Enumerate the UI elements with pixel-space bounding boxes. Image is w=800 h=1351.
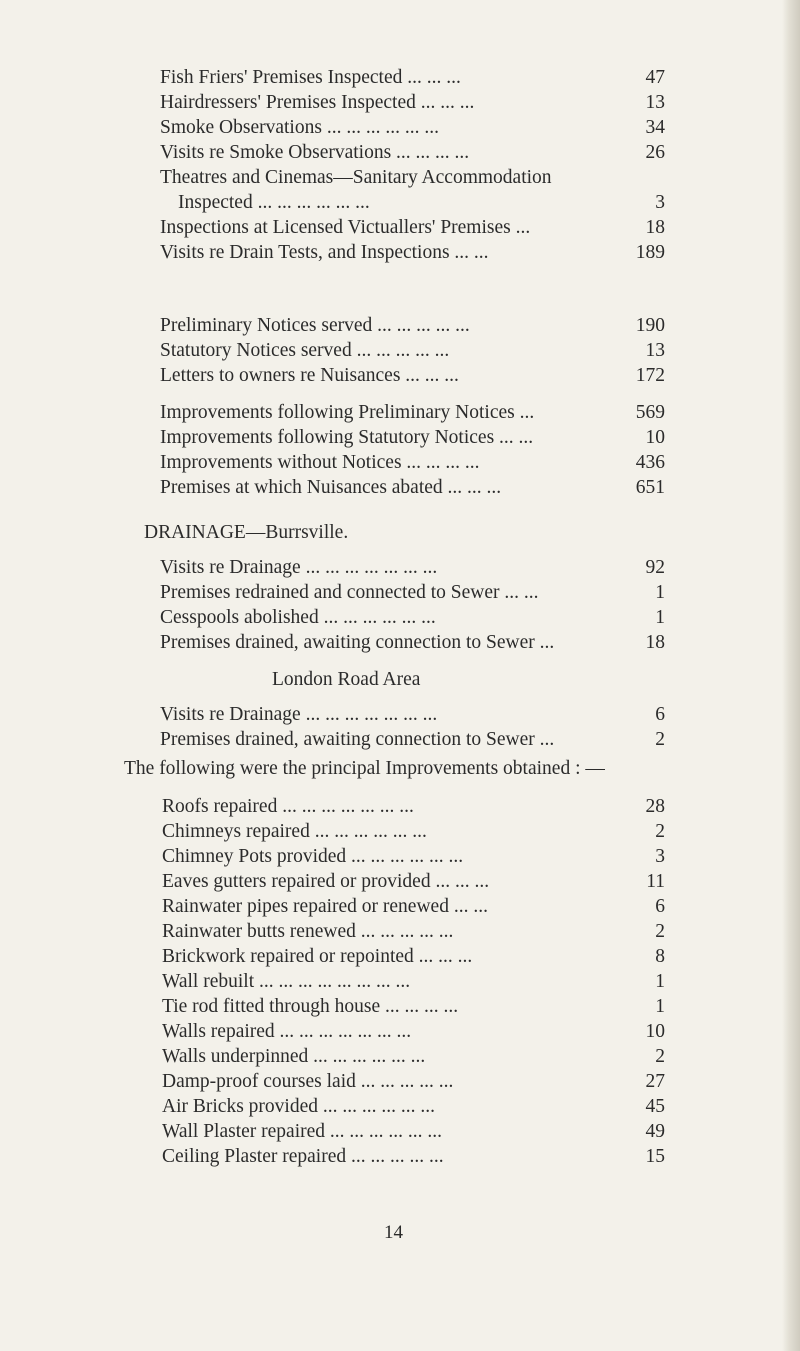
row-value: 1: [655, 971, 665, 992]
row-label: Premises drained, awaiting connection to Sewer ...: [160, 632, 555, 653]
row-value: 92: [645, 557, 665, 578]
row-value: 13: [645, 92, 665, 113]
row-value: 6: [655, 704, 665, 725]
table-row: [0, 631, 800, 655]
row-label: Improvements following Preliminary Notices ...: [160, 402, 535, 423]
row-value: 47: [645, 67, 665, 88]
row-label: Chimneys repaired ... ... ... ... ... ...: [162, 821, 427, 842]
table-row: [0, 945, 800, 969]
table-row: [0, 364, 800, 388]
table-row: [0, 845, 800, 869]
table-row: [0, 216, 800, 240]
table-row: [0, 820, 800, 844]
improvements-intro: The following were the principal Improvements obtained : —: [124, 758, 605, 779]
table-row: [0, 995, 800, 1019]
row-value: 651: [635, 477, 665, 498]
row-value: 13: [645, 340, 665, 361]
row-label: Hairdressers' Premises Inspected ... ... ...: [160, 92, 475, 113]
table-row: [0, 1145, 800, 1169]
row-label: Premises drained, awaiting connection to Sewer ...: [160, 729, 555, 750]
table-row: [0, 703, 800, 727]
row-label: Wall Plaster repaired ... ... ... ... ... ...: [162, 1121, 443, 1142]
row-value: 2: [655, 821, 665, 842]
table-row: [0, 476, 800, 500]
table-row: [0, 91, 800, 115]
row-label: Fish Friers' Premises Inspected ... ... ...: [160, 67, 461, 88]
row-label: Premises at which Nuisances abated ... ... ...: [160, 477, 502, 498]
row-label: Chimney Pots provided ... ... ... ... ... ...: [162, 846, 464, 867]
table-row: [0, 895, 800, 919]
row-value: 190: [635, 315, 665, 336]
row-value: 15: [645, 1146, 665, 1167]
row-value: 1: [655, 996, 665, 1017]
row-value: 10: [645, 1021, 665, 1042]
row-label: Preliminary Notices served ... ... ... ... ...: [160, 315, 470, 336]
table-row: [0, 426, 800, 450]
row-value: 1: [655, 607, 665, 628]
row-value: 18: [645, 632, 665, 653]
table-row: [0, 920, 800, 944]
table-row: [0, 970, 800, 994]
row-label: Premises redrained and connected to Sewer ... ...: [160, 582, 539, 603]
row-value: 2: [655, 921, 665, 942]
row-label: Tie rod fitted through house ... ... ... ...: [162, 996, 459, 1017]
row-label: Ceiling Plaster repaired ... ... ... ... ...: [162, 1146, 444, 1167]
row-value: 436: [635, 452, 665, 473]
table-row: [0, 556, 800, 580]
row-label: Air Bricks provided ... ... ... ... ... ...: [162, 1096, 435, 1117]
row-label: Brickwork repaired or repointed ... ... ...: [162, 946, 473, 967]
row-value: 2: [655, 729, 665, 750]
table-row: [0, 1095, 800, 1119]
row-label: Rainwater pipes repaired or renewed ... ...: [162, 896, 488, 917]
row-label: Improvements without Notices ... ... ... ...: [160, 452, 480, 473]
table-row: [0, 1070, 800, 1094]
row-value: 18: [645, 217, 665, 238]
row-label: Inspected ... ... ... ... ... ...: [178, 192, 370, 213]
row-label: Statutory Notices served ... ... ... ... ...: [160, 340, 450, 361]
row-label: Roofs repaired ... ... ... ... ... ... ...: [162, 796, 414, 817]
row-label: Improvements following Statutory Notices ... ...: [160, 427, 534, 448]
table-row: [0, 451, 800, 475]
row-label: Rainwater butts renewed ... ... ... ... ...: [162, 921, 454, 942]
row-label: Inspections at Licensed Victuallers' Premises ...: [160, 217, 531, 238]
row-label: Damp-proof courses laid ... ... ... ... ...: [162, 1071, 454, 1092]
row-value: 11: [646, 871, 665, 892]
row-label: Visits re Drain Tests, and Inspections ... ...: [160, 242, 489, 263]
table-row: [0, 1045, 800, 1069]
row-label: Visits re Smoke Observations ... ... ... ...: [160, 142, 470, 163]
row-value: 2: [655, 1046, 665, 1067]
table-row: [0, 401, 800, 425]
row-value: 27: [645, 1071, 665, 1092]
row-label: Wall rebuilt ... ... ... ... ... ... ... ...: [162, 971, 411, 992]
row-label: Smoke Observations ... ... ... ... ... ...: [160, 117, 439, 138]
row-label: Visits re Drainage ... ... ... ... ... ... ...: [160, 704, 438, 725]
row-label: Walls repaired ... ... ... ... ... ... ...: [162, 1021, 412, 1042]
row-value: 10: [645, 427, 665, 448]
row-value: 45: [645, 1096, 665, 1117]
row-value: 34: [645, 117, 665, 138]
table-row: [0, 1020, 800, 1044]
row-value: 49: [645, 1121, 665, 1142]
table-row: [0, 141, 800, 165]
table-row: [0, 870, 800, 894]
row-value: 28: [645, 796, 665, 817]
row-value: 26: [645, 142, 665, 163]
row-label: Visits re Drainage ... ... ... ... ... ... ...: [160, 557, 438, 578]
table-row: [0, 314, 800, 338]
row-value: 8: [655, 946, 665, 967]
row-value: 3: [655, 846, 665, 867]
table-row: [0, 241, 800, 265]
table-row: [0, 581, 800, 605]
london-road-heading: London Road Area: [272, 669, 421, 690]
row-value: 6: [655, 896, 665, 917]
table-row: [0, 66, 800, 90]
row-label: Letters to owners re Nuisances ... ... ...: [160, 365, 459, 386]
table-row: [0, 116, 800, 140]
row-value: 172: [635, 365, 665, 386]
row-value: 569: [635, 402, 665, 423]
row-value: 3: [655, 192, 665, 213]
table-row: [0, 339, 800, 363]
row-label: Cesspools abolished ... ... ... ... ... ...: [160, 607, 436, 628]
row-label: Theatres and Cinemas—Sanitary Accommodation: [160, 167, 552, 188]
drainage-heading: DRAINAGE—Burrsville.: [144, 522, 349, 543]
table-row: [0, 728, 800, 752]
table-row: [0, 795, 800, 819]
table-row: [0, 1120, 800, 1144]
row-label: Walls underpinned ... ... ... ... ... ...: [162, 1046, 426, 1067]
table-row: [0, 166, 800, 190]
row-value: 1: [655, 582, 665, 603]
table-row: [0, 191, 800, 215]
page-number: 14: [384, 1222, 403, 1243]
row-value: 189: [635, 242, 665, 263]
row-label: Eaves gutters repaired or provided ... ... ...: [162, 871, 490, 892]
table-row: [0, 606, 800, 630]
